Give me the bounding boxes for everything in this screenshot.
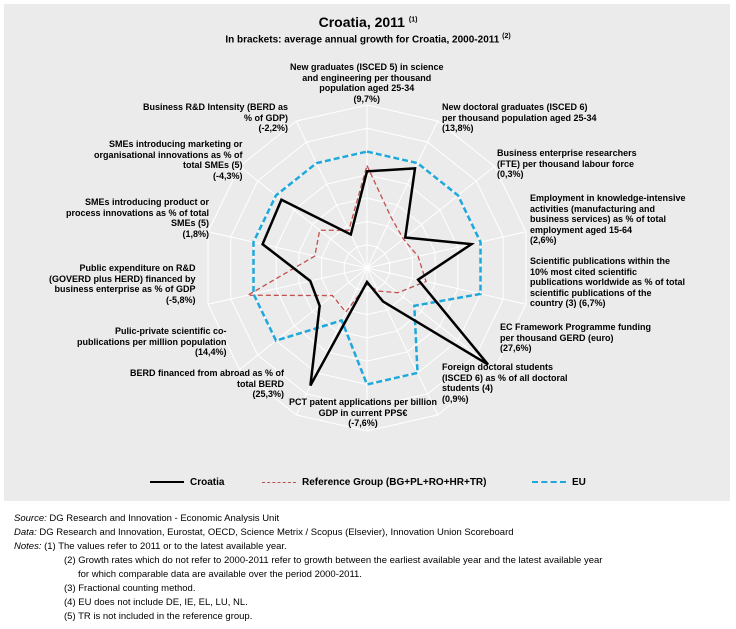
grid-spoke xyxy=(296,121,367,268)
note-1: Notes: (1) The values refer to 2011 or to the latest available year. xyxy=(14,541,287,552)
axis-label: PCT patent applications per billion GDP in current PPS€ (-7,6%) xyxy=(289,397,438,428)
notes-block xyxy=(14,512,602,624)
axis-label: EC Framework Programme funding per thousand GERD (euro) (27,6%) xyxy=(500,322,652,353)
chart-title: Croatia, 2011 $^{(1)}$ xyxy=(318,14,418,30)
axis-label: New graduates (ISCED 5) in science and engineering per thousand population aged 25-34 (9,7%) xyxy=(290,62,444,104)
grid-spoke xyxy=(240,166,367,268)
series-croatia xyxy=(263,168,488,385)
axis-label: New doctoral graduates (ISCED 6) per thousand population aged 25-34 (13,8%) xyxy=(442,102,597,133)
legend-swatch-eu xyxy=(532,481,566,483)
note-2: (2) Growth rates which do not refer to 2000-2011 refer to growth between the earliest available year and the latest available year xyxy=(64,555,603,566)
grid-spoke xyxy=(367,121,438,268)
legend-swatch-croatia xyxy=(150,481,184,483)
chart-subtitle: In brackets: average annual growth for Croatia, 2000-2011 $^{(2)}$ xyxy=(225,33,511,46)
note-5: (5) TR is not included in the reference group. xyxy=(64,611,253,622)
legend-item-croatia xyxy=(150,477,224,488)
legend-item-reference xyxy=(262,477,486,488)
axis-label: BERD financed from abroad as % of total BERD (25,3%) xyxy=(130,368,285,399)
note-4: (4) EU does not include DE, IE, EL, LU, NL. xyxy=(64,597,248,608)
source-line: Source: DG Research and Innovation - Economic Analysis Unit xyxy=(14,513,280,524)
axis-label: Employment in knowledge-intensive activities (manufacturing and business services) as % of total employment aged 15-64 (2,6%) xyxy=(530,193,686,245)
data-line: Data: DG Research and Innovation, Eurostat, OECD, Science Metrix / Scopus (Elsevier), Innovation Union Scoreboard xyxy=(14,527,514,538)
legend-label-eu: EU xyxy=(572,477,586,488)
legend-swatch-reference xyxy=(262,482,296,483)
axis-label: SMEs introducing product or process innovations as % of total SMEs (5) (1,8%) xyxy=(66,197,210,239)
series-reference-group xyxy=(248,166,426,313)
grid-spoke xyxy=(367,268,526,304)
legend-label-reference: Reference Group (BG+PL+RO+HR+TR) xyxy=(302,477,487,488)
axis-label: SMEs introducing marketing or organisational innovations as % of total SMEs (5) (-4,3%) xyxy=(94,139,243,181)
axis-label: Public expenditure on R&D (GOVERD plus HERD) financed by business enterprise as % of GDP (-5,8%) xyxy=(49,263,196,305)
grid-spoke xyxy=(367,166,494,268)
legend-item-eu xyxy=(532,477,586,488)
axis-label: Foreign doctoral students (ISCED 6) as % of all doctoral students (4) (0,9%) xyxy=(442,362,568,404)
grid-spoke xyxy=(367,268,494,370)
axis-label: Pulic-private scientific co- publications per million population (14,4%) xyxy=(77,326,227,357)
grid-spoke xyxy=(367,232,526,268)
grid-spoke xyxy=(296,268,367,415)
axis-label: Scientific publications within the 10% most cited scientific publications worldwide as % of total scientific publications of the country (3) (6,7%) xyxy=(530,256,686,308)
note-3: (3) Fractional counting method. xyxy=(64,583,196,594)
axis-label: Business enterprise researchers (FTE) per thousand labour force (0,3%) xyxy=(497,148,637,179)
grid-spoke xyxy=(208,268,367,304)
legend-label-croatia: Croatia xyxy=(190,477,225,488)
note-2-cont: for which comparable data are available over the period 2000-2011. xyxy=(78,569,362,580)
axis-label: Business R&D Intensity (BERD as % of GDP) (-2,2%) xyxy=(143,102,289,133)
